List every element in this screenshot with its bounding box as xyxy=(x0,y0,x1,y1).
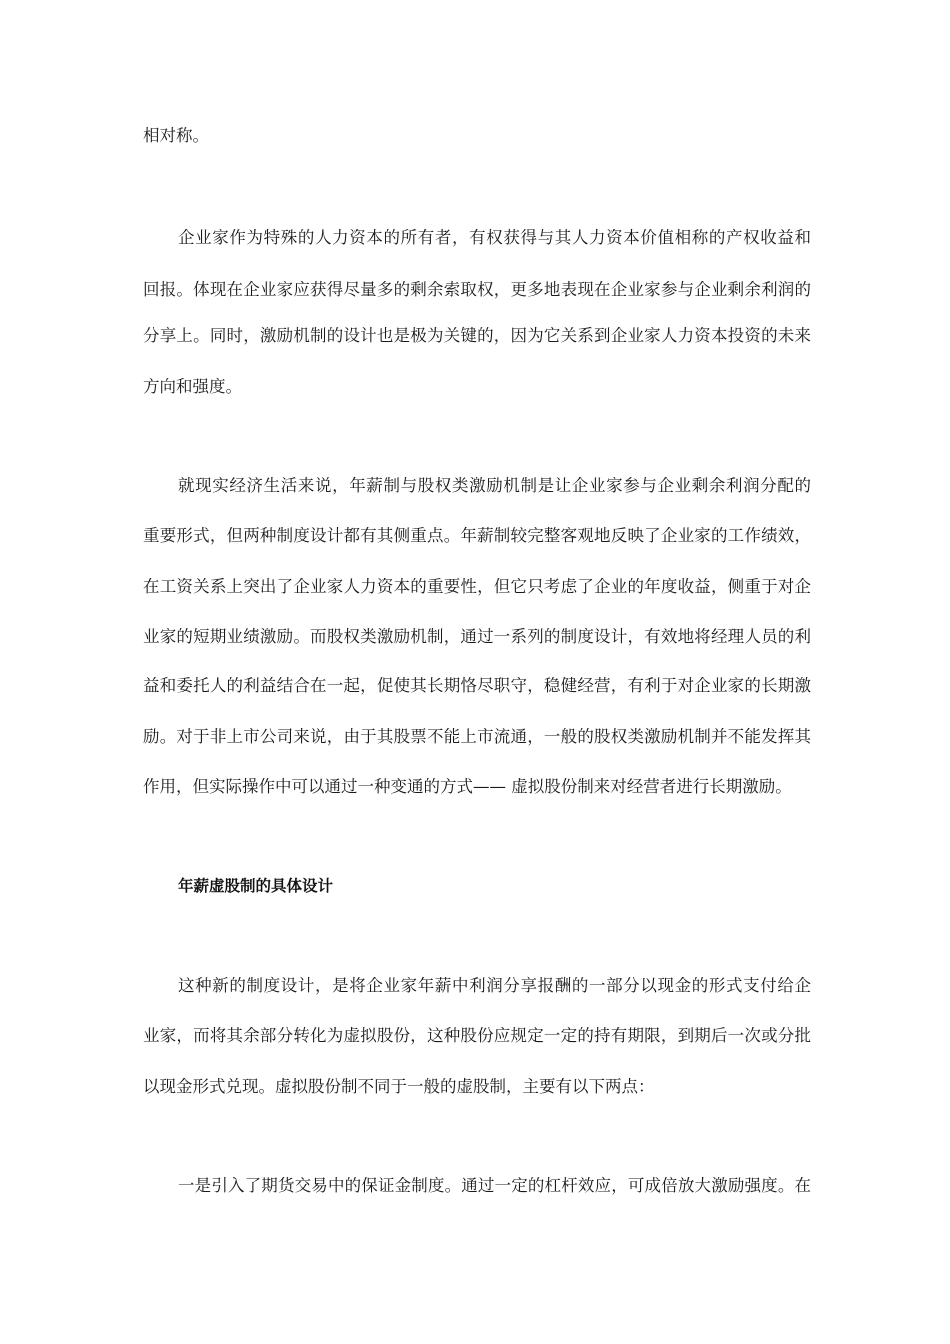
section-heading: 年薪虚股制的具体设计 xyxy=(178,877,334,895)
paragraph-line: 作用，但实际操作中可以通过一种变通的方式—— 虚拟股份制来对经营者进行长期激励。 xyxy=(143,777,792,796)
paragraph-line: 相对称。 xyxy=(143,126,209,145)
paragraph-line: 重要形式，但两种制度设计都有其侧重点。年薪制较完整客观地反映了企业家的工作绩效， xyxy=(143,526,811,545)
paragraph-line: 在工资关系上突出了企业家人力资本的重要性，但它只考虑了企业的年度收益，侧重于对企 xyxy=(143,577,811,596)
paragraph-line: 方向和强度。 xyxy=(143,377,242,396)
paragraph-line: 益和委托人的利益结合在一起，促使其长期恪尽职守，稳健经营，有利于对企业家的长期激 xyxy=(143,676,811,695)
paragraph-line: 就现实经济生活来说，年薪制与股权类激励机制是让企业家参与企业剩余利润分配的 xyxy=(178,476,811,495)
paragraph-line: 励。对于非上市公司来说，由于其股票不能上市流通，一般的股权类激励机制并不能发挥其 xyxy=(143,727,811,746)
paragraph-line: 一是引入了期货交易中的保证金制度。通过一定的杠杆效应，可成倍放大激励强度。在 xyxy=(178,1176,811,1195)
paragraph-line: 回报。体现在企业家应获得尽量多的剩余索取权，更多地表现在企业家参与企业剩余利润的 xyxy=(143,280,811,299)
paragraph-line: 业家的短期业绩激励。而股权类激励机制，通过一系列的制度设计，有效地将经理人员的利 xyxy=(143,627,811,646)
paragraph-line: 以现金形式兑现。虚拟股份制不同于一般的虚股制，主要有以下两点： xyxy=(143,1077,655,1096)
paragraph-line: 企业家作为特殊的人力资本的所有者，有权获得与其人力资本价值相称的产权收益和 xyxy=(178,228,811,247)
paragraph-line: 分享上。同时，激励机制的设计也是极为关键的，因为它关系到企业家人力资本投资的未来 xyxy=(143,326,811,345)
paragraph-line: 这种新的制度设计，是将企业家年薪中利润分享报酬的一部分以现金的形式支付给企 xyxy=(178,976,811,995)
paragraph-line: 业家，而将其余部分转化为虚拟股份，这种股份应规定一定的持有期限，到期后一次或分批 xyxy=(143,1026,811,1045)
